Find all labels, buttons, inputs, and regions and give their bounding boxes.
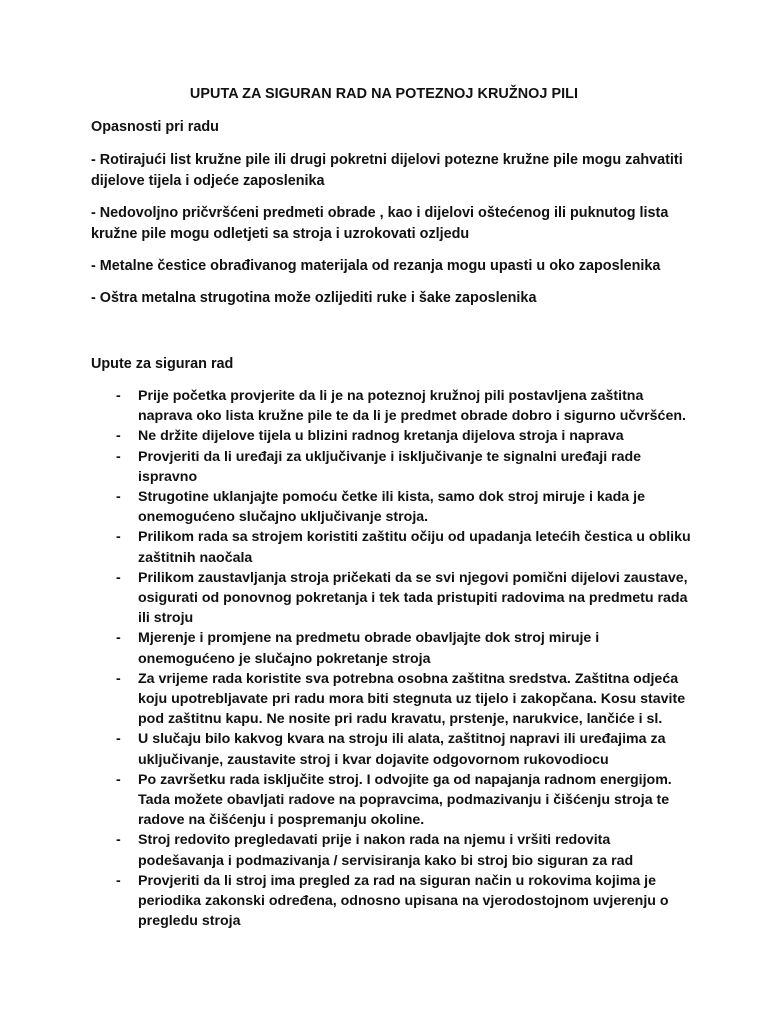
- rules-list: [91, 386, 691, 931]
- rule-text: Po završetku rada isključite stroj. I odvojite ga od napajanja radnom energijom. Tada možete obavljati radove na popravcima, podmazivanju i čišćenju stroja te radove na čišćenju i pospremanju okoline.: [138, 771, 672, 829]
- list-marker: -: [116, 670, 121, 687]
- rule-text: U slučaju bilo kakvog kvara na stroju ili alata, zaštitnoj napravi ili uređajima za uključivanje, zaustavite stroj i kvar dojavite odgovornom rukovodiocu: [138, 731, 666, 768]
- list-marker: -: [116, 872, 121, 889]
- hazard-item-1: - Rotirajući list kružne pile ili drugi pokretni dijelovi potezne kružne pile mogu zahvatiti dijelove tijela i odjeće zaposlenika: [91, 152, 683, 189]
- rule-text: Prilikom zaustavljanja stroja pričekati da se svi njegovi pomični dijelovi zaustave, osigurati od ponovnog pokretanja i tek tada pristupiti radovima na predmetu rada ili stroju: [138, 569, 688, 627]
- rule-text: Ne držite dijelove tijela u blizini radnog kretanja dijelova stroja i naprava: [138, 428, 624, 445]
- hazard-item-3: - Metalne čestice obrađivanog materijala od rezanja mogu upasti u oko zaposlenika: [91, 258, 661, 274]
- rule-item-6: [91, 568, 691, 629]
- rule-text: Provjeriti da li uređaji za uključivanje i isključivanje te signalni uređaji rade ispravno: [138, 448, 642, 485]
- rule-item-12: [91, 871, 691, 932]
- rule-text: Prilikom rada sa strojem koristiti zaštitu očiju od upadanja letećih čestica u obliku zaštitnih naočala: [138, 529, 691, 566]
- hazard-item-2: - Nedovoljno pričvršćeni predmeti obrade , kao i dijelovi oštećenog ili puknutog lista kružne pile mogu odletjeti sa stroja i uzrokovati ozljedu: [91, 205, 669, 242]
- list-marker: -: [116, 448, 121, 465]
- rule-text: Stroj redovito pregledavati prije i nakon rada na njemu i vršiti redovita podešavanja i podmazivanja / servisiranja kako bi stroj bio siguran za rad: [138, 832, 634, 869]
- rule-item-7: [91, 628, 691, 668]
- list-marker: -: [116, 529, 121, 546]
- list-marker: -: [116, 832, 121, 849]
- rule-text: Prije početka provjerite da li je na poteznoj kružnoj pili postavljena zaštitna naprava oko lista kružne pile te da li je predmet obrade dobro i sigurno učvršćen.: [138, 388, 686, 425]
- rule-item-8: [91, 669, 691, 730]
- list-marker: -: [116, 388, 121, 404]
- list-marker: -: [116, 731, 121, 748]
- rule-item-9: [91, 729, 691, 769]
- rule-item-1: [91, 386, 691, 426]
- hazard-item-4: - Oštra metalna strugotina može ozlijediti ruke i šake zaposlenika: [91, 290, 537, 306]
- rule-text: Provjeriti da li stroj ima pregled za rad na siguran način u rokovima kojima je periodika zakonski određena, odnosno upisana na vjerodostojnom uvjerenju o pregledu stroja: [138, 872, 669, 930]
- rule-item-5: [91, 527, 691, 567]
- list-marker: -: [116, 630, 121, 647]
- list-marker: -: [116, 569, 121, 586]
- list-marker: -: [116, 428, 121, 445]
- rule-text: Strugotine uklanjajte pomoću četke ili kista, samo dok stroj miruje i kada je onemogućeno slučajno uključivanje stroja.: [138, 489, 645, 526]
- rule-item-10: [91, 770, 691, 831]
- rule-item-3: [91, 447, 691, 487]
- list-marker: -: [116, 771, 121, 788]
- rule-item-11: [91, 830, 691, 870]
- rule-item-2: [91, 426, 691, 446]
- rule-text: Za vrijeme rada koristite sva potrebna osobna zaštitna sredstva. Zaštitna odjeća koju upotrebljavate pri radu mora biti stegnuta uz tijelo i zakopčana. Kosu stavite pod zaštitnu kapu. Ne nosite pri radu kravatu, prstenje, narukvice, lančiće i sl.: [138, 670, 686, 728]
- rule-text: Mjerenje i promjene na predmetu obrade obavljajte dok stroj miruje i onemogućeno je slučajno pokretanje stroja: [138, 630, 600, 667]
- document-title: UPUTA ZA SIGURAN RAD NA POTEZNOJ KRUŽNOJ PILI: [189, 86, 579, 102]
- rules-heading: Upute za siguran rad: [91, 356, 234, 372]
- hazards-heading: Opasnosti pri radu: [91, 119, 219, 135]
- rule-item-4: [91, 487, 691, 527]
- list-marker: -: [116, 489, 121, 506]
